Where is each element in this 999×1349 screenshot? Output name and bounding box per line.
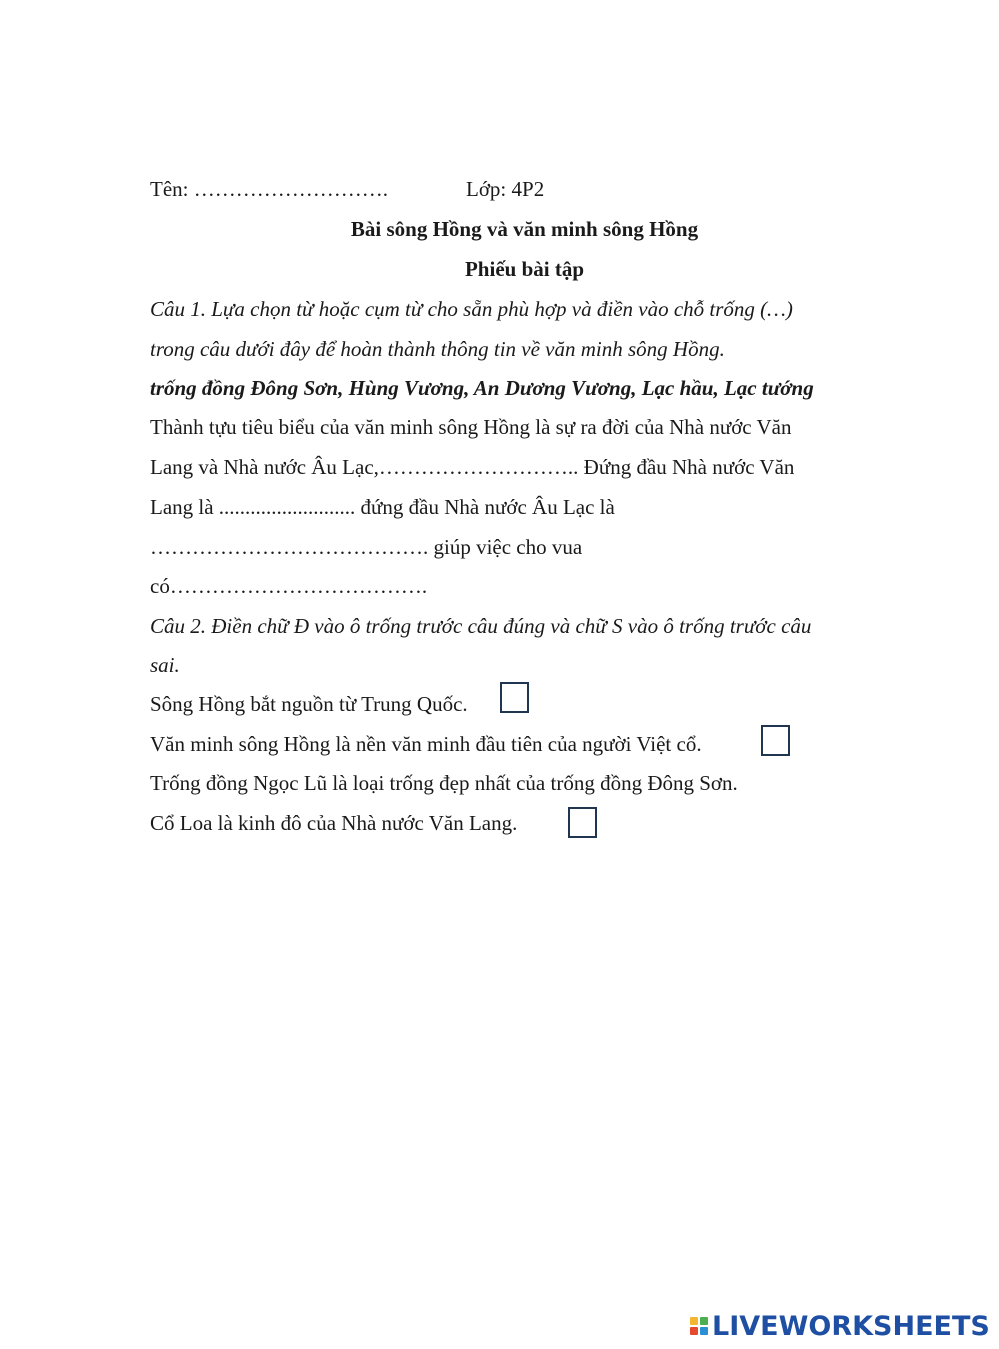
question1-text-line: Lang và Nhà nước Âu Lạc,……………………….. Đứng đầu Nhà nước Văn	[150, 455, 795, 479]
question2-prompt-line1: Câu 2. Điền chữ Đ vào ô trống trước câu đúng và chữ S vào ô trống trước câu	[150, 614, 812, 638]
statement-1: Sông Hồng bắt nguồn từ Trung Quốc.	[150, 692, 468, 716]
question1-text-line: …………………………………. giúp việc cho vua	[150, 535, 583, 559]
statement-3: Trống đồng Ngọc Lũ là loại trống đẹp nhất của trống đồng Đông Sơn.	[150, 771, 738, 795]
answer-box-2[interactable]	[761, 725, 790, 756]
statement-2: Văn minh sông Hồng là nền văn minh đầu tiên của người Việt cổ.	[150, 732, 702, 756]
question1-prompt-line2: trong câu dưới đây để hoàn thành thông tin về văn minh sông Hồng.	[150, 337, 725, 361]
name-label: Tên: ……………………….	[150, 177, 388, 201]
liveworksheets-logo[interactable]	[690, 1309, 990, 1343]
class-label: Lớp: 4P2	[466, 177, 545, 201]
question1-prompt-line1: Câu 1. Lựa chọn từ hoặc cụm từ cho sẵn phù hợp và điền vào chỗ trống (…)	[150, 297, 793, 321]
question1-text-line: có……………………………….	[150, 574, 428, 598]
answer-box-1[interactable]	[500, 682, 529, 713]
question1-text-line: Thành tựu tiêu biểu của văn minh sông Hồng là sự ra đời của Nhà nước Văn	[150, 415, 792, 439]
worksheet-subtitle: Phiếu bài tập	[464, 257, 585, 281]
question1-text-line: Lang là .......................... đứng đầu Nhà nước Âu Lạc là	[150, 495, 615, 519]
student-info-line	[150, 176, 388, 202]
worksheet-title: Bài sông Hồng và văn minh sông Hồng	[350, 217, 699, 241]
liveworksheets-logo-text: LIVEWORKSHEETS	[712, 1310, 990, 1342]
word-bank: trống đồng Đông Sơn, Hùng Vương, An Dương Vương, Lạc hầu, Lạc tướng	[150, 376, 814, 400]
statement-4: Cổ Loa là kinh đô của Nhà nước Văn Lang.	[150, 811, 518, 835]
liveworksheets-logo-icon	[690, 1317, 708, 1335]
answer-box-4[interactable]	[568, 807, 597, 838]
question2-prompt-line2: sai.	[150, 653, 180, 677]
